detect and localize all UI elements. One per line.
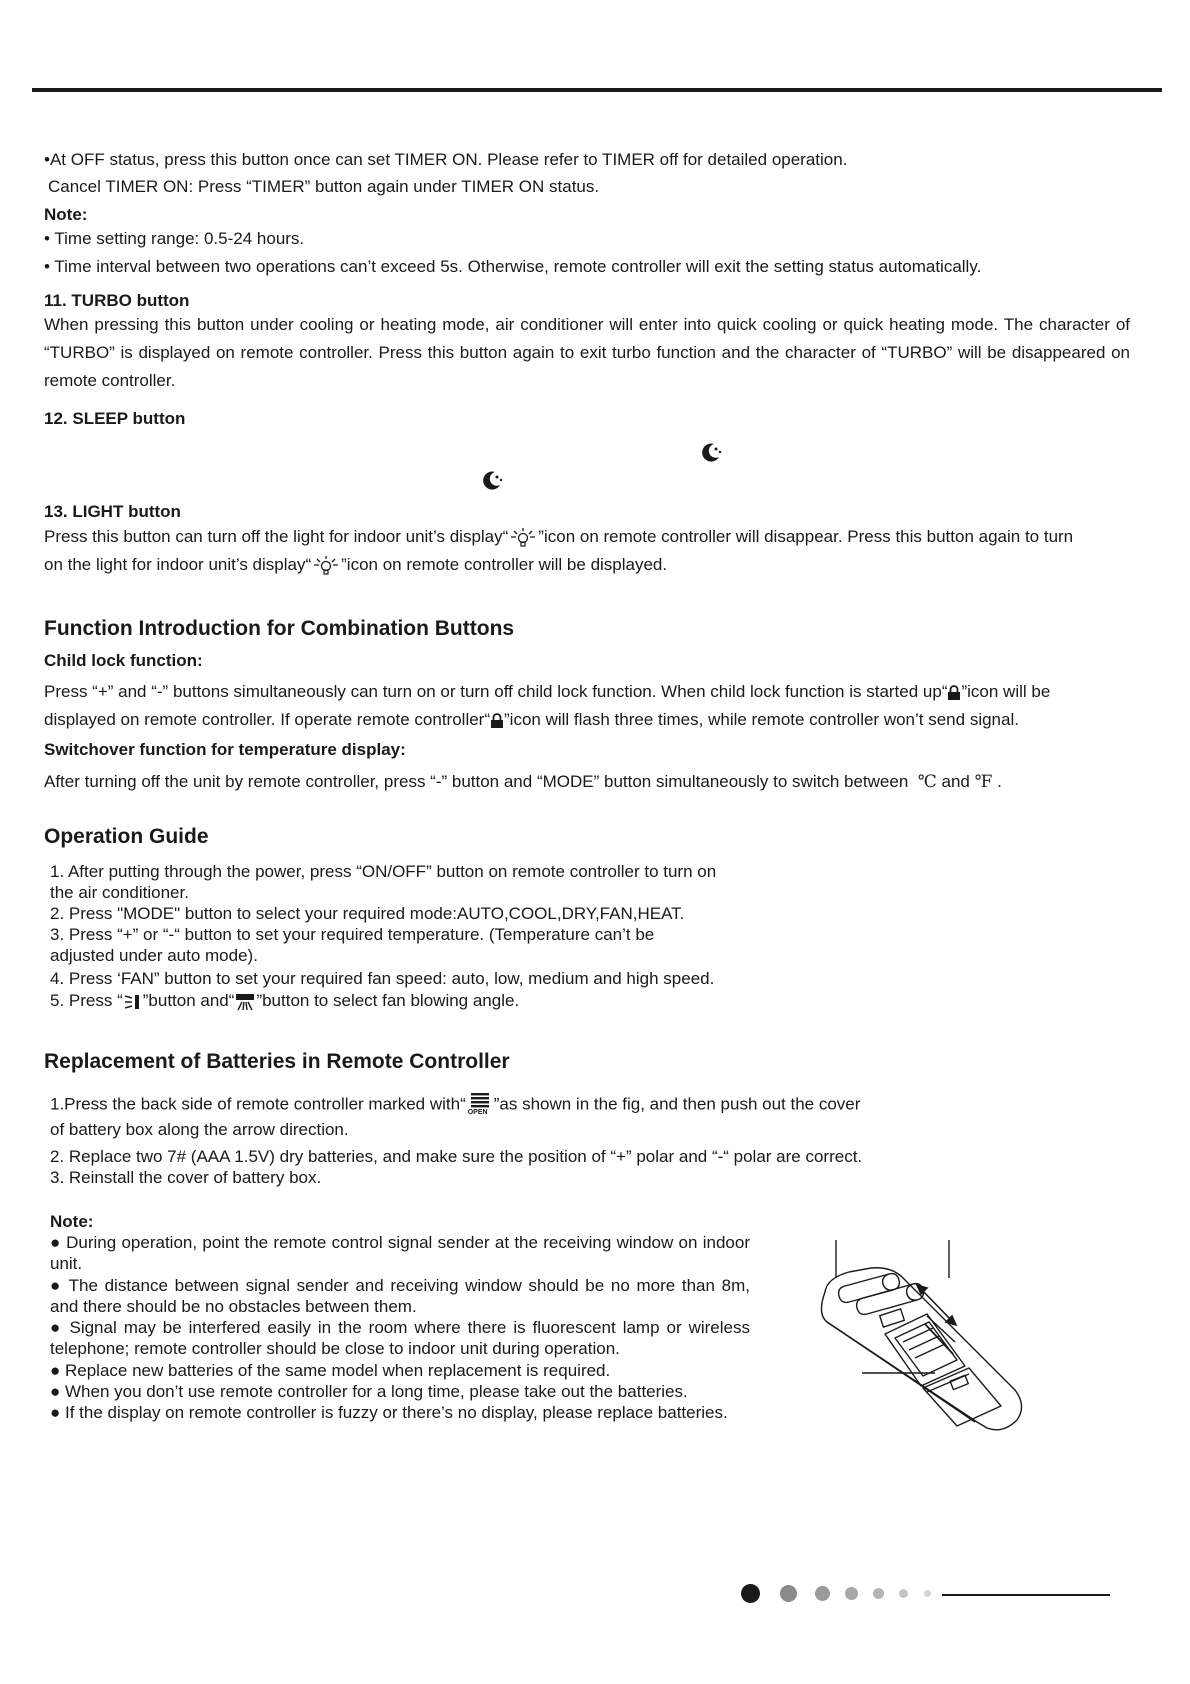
operation-step-3-cont: adjusted under auto mode). <box>50 946 258 965</box>
timer-line-1: •At OFF status, press this button once can set TIMER ON. Please refer to TIMER off for detailed operation. <box>44 150 848 169</box>
batteries-step-2: 2. Replace two 7# (AAA 1.5V) dry batteries, and make sure the position of “+” polar and “-“ polar are correct. <box>50 1147 863 1166</box>
combination-heading: Function Introduction for Combination Buttons <box>44 617 515 640</box>
batteries-note-item: ● When you don’t use remote controller for a long time, please take out the batteries. <box>50 1382 688 1402</box>
light-line-1: Press this button can turn off the light for indoor unit’s display“ ”icon on remote controller will disappear. Press this button again to turn <box>44 527 1074 546</box>
batteries-note-item: ● The distance between signal sender and receiving window should be no more than 8m, and there should be no obstacles between them. <box>50 1275 750 1316</box>
sleep-moon-icon <box>699 440 723 464</box>
light-line-2: on the light for indoor unit’s display“ ”icon on remote controller will be displayed. <box>44 555 668 574</box>
batteries-note-item: ● During operation, point the remote control signal sender at the receiving window on indoor unit. <box>50 1233 750 1274</box>
page-dot <box>873 1588 884 1599</box>
remote-controller-illustration <box>805 1230 1045 1450</box>
light-heading: 13. LIGHT button <box>44 502 181 521</box>
operation-step-5: 5. Press “ ”button and“ ”button to select fan blowing angle. <box>50 991 520 1010</box>
switchover-label: Switchover function for temperature display: <box>44 740 406 759</box>
turbo-text: When pressing this button under cooling or heating mode, air conditioner will enter into quick cooling or quick heating mode. The character of “TURBO” is displayed on remote controller. Press this button again to exit turbo function and the character of “TURBO” will be disappeared on remote controller. <box>44 315 1130 390</box>
switchover-text: After turning off the unit by remote controller, press “-” button and “MODE” button simultaneously to switch between ℃ and ℉ . <box>44 772 1002 792</box>
sleep-heading: 12. SLEEP button <box>44 409 186 428</box>
page-dot <box>815 1586 830 1601</box>
batteries-note-item: ● Signal may be interfered easily in the room where there is fluorescent lamp or wireless telephone; remote controller should be close to indoor unit during operation. <box>50 1318 750 1359</box>
lock-icon <box>947 685 961 701</box>
batteries-step-1-cont: of battery box along the arrow direction. <box>50 1120 349 1139</box>
batteries-heading: Replacement of Batteries in Remote Controller <box>44 1050 510 1073</box>
page-dot <box>924 1590 931 1597</box>
swing-leftright-icon <box>234 992 256 1012</box>
timer-note-label: Note: <box>44 205 88 224</box>
page-dot <box>741 1584 760 1603</box>
swing-updown-icon <box>123 992 143 1012</box>
batteries-note-item: ● If the display on remote controller is fuzzy or there’s no display, please replace batteries. <box>50 1403 728 1423</box>
operation-step-3: 3. Press “+” or “-“ button to set your required temperature. (Temperature can’t be <box>50 925 655 944</box>
header-rule <box>32 88 1162 92</box>
child-lock-label: Child lock function: <box>44 651 203 670</box>
timer-note-1: • Time setting range: 0.5-24 hours. <box>44 229 305 248</box>
operation-step-1: 1. After putting through the power, press “ON/OFF” button on remote controller to turn on <box>50 862 717 881</box>
page-dot <box>845 1587 858 1600</box>
light-bulb-icon <box>508 528 538 548</box>
sleep-moon-icon <box>480 468 504 492</box>
open-mark-icon: OPEN <box>466 1092 494 1118</box>
lock-icon <box>490 713 504 729</box>
batteries-note-item: ● Replace new batteries of the same model when replacement is required. <box>50 1360 611 1380</box>
child-lock-line-2: displayed on remote controller. If operate remote controller“ ”icon will flash three times, while remote controller won’t send signal. <box>44 710 1019 729</box>
page-dot <box>780 1585 797 1602</box>
operation-heading: Operation Guide <box>44 825 209 848</box>
operation-step-4: 4. Press ‘FAN” button to set your required fan speed: auto, low, medium and high speed. <box>50 969 715 988</box>
page-dot <box>899 1589 908 1598</box>
turbo-heading: 11. TURBO button <box>44 291 190 310</box>
batteries-notes <box>50 1232 750 1424</box>
timer-note-2: • Time interval between two operations can’t exceed 5s. Otherwise, remote controller will exit the setting status automatically. <box>44 257 982 276</box>
batteries-note-label: Note: <box>50 1212 94 1231</box>
footer-rule <box>942 1594 1110 1596</box>
batteries-step-3: 3. Reinstall the cover of battery box. <box>50 1168 322 1187</box>
batteries-step-1: 1.Press the back side of remote controller marked with“ OPEN ”as shown in the fig, and then push out the cover <box>50 1092 860 1118</box>
operation-step-1-cont: the air conditioner. <box>50 883 189 902</box>
light-bulb-icon <box>311 556 341 576</box>
child-lock-line-1: Press “+” and “-” buttons simultaneously can turn on or turn off child lock function. When child lock function is started up“ ”icon will be <box>44 682 1051 701</box>
timer-line-2: Cancel TIMER ON: Press “TIMER” button again under TIMER ON status. <box>48 177 600 196</box>
operation-step-2: 2. Press "MODE" button to select your required mode:AUTO,COOL,DRY,FAN,HEAT. <box>50 904 685 923</box>
